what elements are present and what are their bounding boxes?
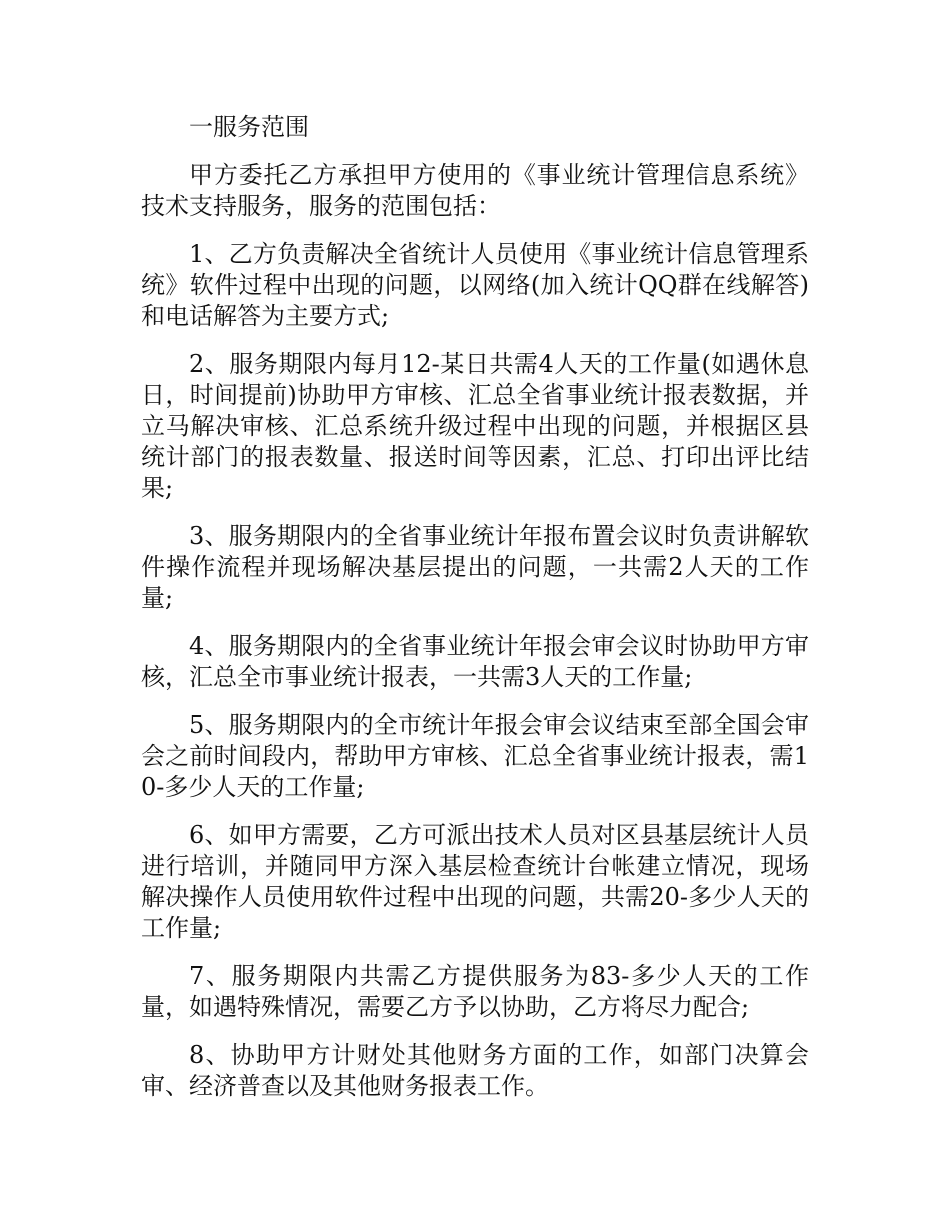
list-item: 4、服务期限内的全省事业统计年报会审会议时协助甲方审核，汇总全市事业统计报表，一共需3人天的工作量;: [141, 632, 809, 691]
list-item: 7、服务期限内共需乙方提供服务为83-多少人天的工作量，如遇特殊情况，需要乙方予以协助，乙方将尽力配合;: [141, 962, 809, 1021]
list-item: 6、如甲方需要，乙方可派出技术人员对区县基层统计人员进行培训，并随同甲方深入基层检查统计台帐建立情况，现场解决操作人员使用软件过程中出现的问题，共需20-多少人天的工作量;: [141, 821, 809, 942]
list-item: 8、协助甲方计财处其他财务方面的工作，如部门决算会审、经济普查以及其他财务报表工作。: [141, 1041, 809, 1100]
list-item: 2、服务期限内每月12-某日共需4人天的工作量(如遇休息日，时间提前)协助甲方审核、汇总全省事业统计报表数据，并立马解决审核、汇总系统升级过程中出现的问题，并根据区县统计部门的报表数量、报送时间等因素，汇总、打印出评比结果;: [141, 350, 809, 502]
list-item: 5、服务期限内的全市统计年报会审会议结束至部全国会审会之前时间段内，帮助甲方审核、汇总全省事业统计报表，需10-多少人天的工作量;: [141, 711, 809, 801]
list-item: 1、乙方负责解决全省统计人员使用《事业统计信息管理系统》软件过程中出现的问题，以网络(加入统计QQ群在线解答)和电话解答为主要方式;: [141, 240, 809, 330]
section-heading: 一服务范围: [189, 113, 309, 141]
list-item: 3、服务期限内的全省事业统计年报布置会议时负责讲解软件操作流程并现场解决基层提出的问题，一共需2人天的工作量;: [141, 522, 809, 612]
document-body: [141, 112, 809, 1119]
intro-paragraph: 甲方委托乙方承担甲方使用的《事业统计管理信息系统》技术支持服务，服务的范围包括：: [141, 161, 809, 220]
